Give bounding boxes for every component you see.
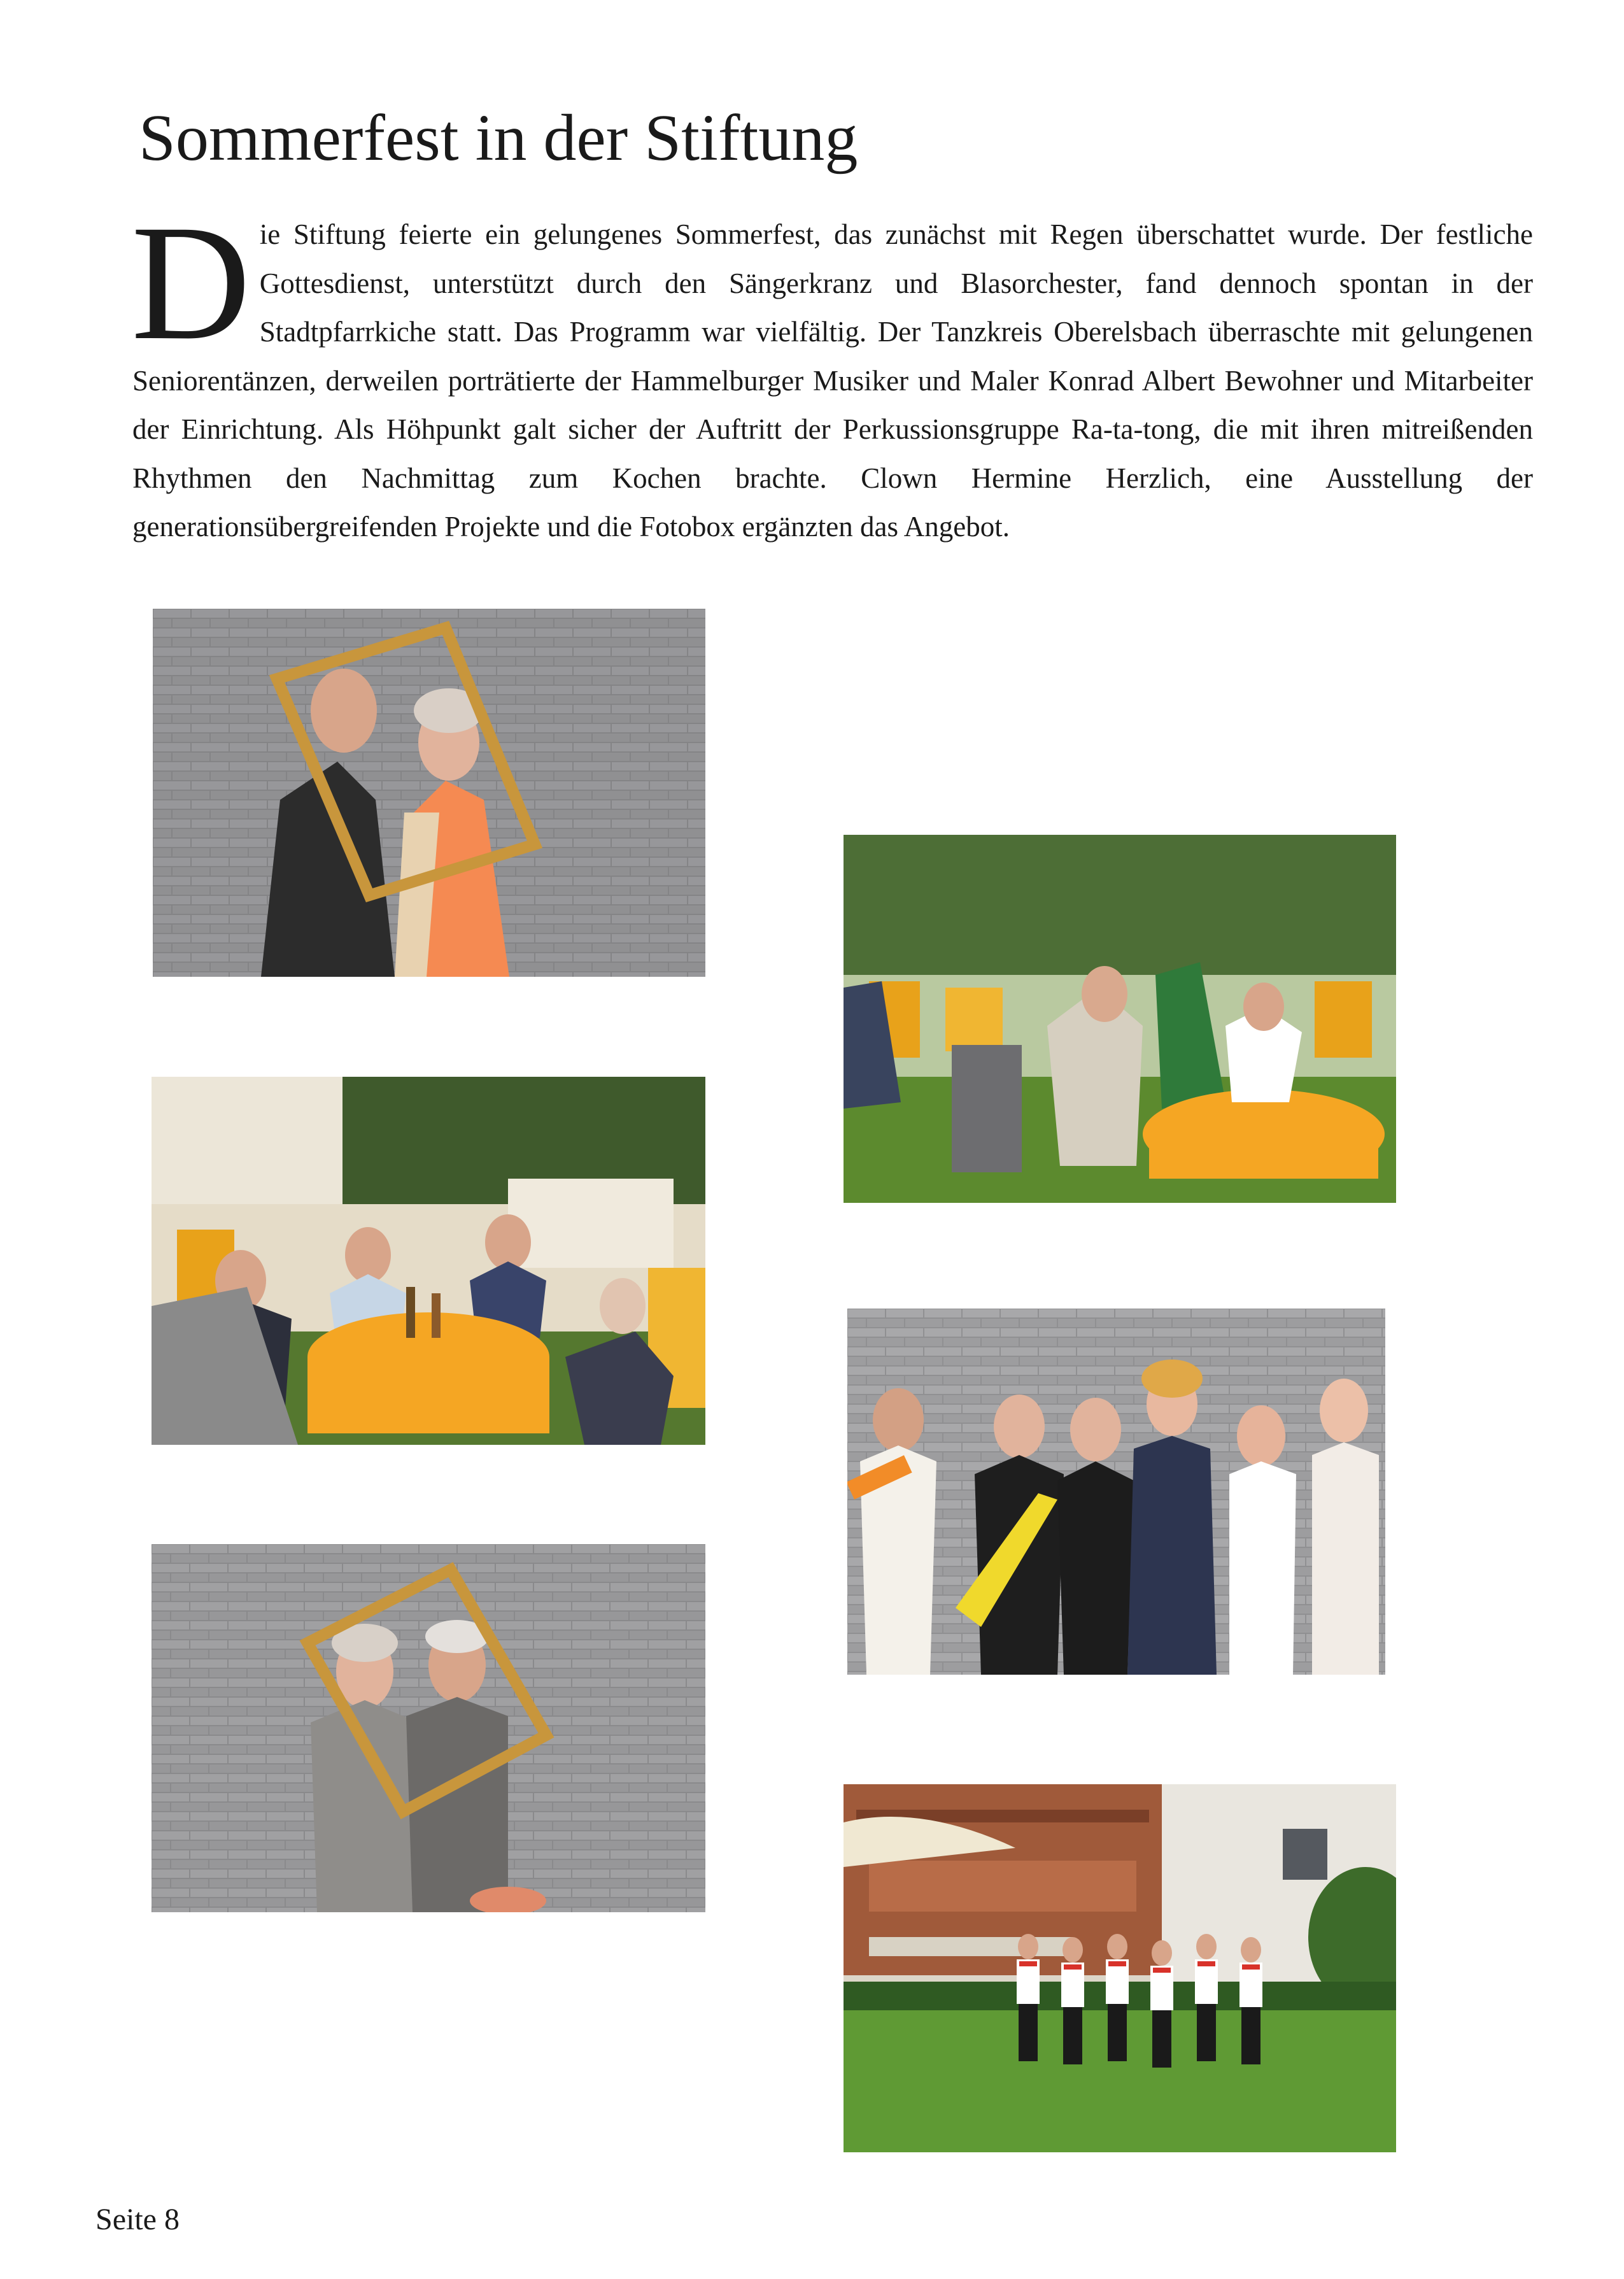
photo-booth-staff bbox=[847, 1309, 1385, 1675]
article-text: ie Stiftung feierte ein gelungenes Sommerfest, das zunächst mit Regen überschattet wurde. Der festliche Gottesdienst, unterstützt durch den Sängerkranz und Blasorchester, fand dennoch spontan in der Stadtpfarrkiche statt. Das Programm war vielfältig. Der Tanzkreis Oberelsbach überraschte mit gelungenen Seniorentänzen, derweilen porträtierte der Hammelburger Musiker und Maler Konrad Albert Bewohner und Mitarbeiter der Einrichtung. Als Höhpunkt galt sicher der Auftritt der Perkussionsgruppe Ra-ta-tong, die mit ihren mitreißenden Rhythmen den Nachmittag zum Kochen brachte. Clown Hermine Herzlich, eine Ausstellung der generationsübergreifenden Projekte und die Fotobox ergänzten das Angebot. bbox=[132, 218, 1533, 543]
photo-booth-elderly-couple bbox=[152, 1544, 705, 1912]
photo-courtyard-dancers bbox=[844, 1784, 1396, 2152]
photo-booth-couple bbox=[153, 609, 705, 977]
article-body bbox=[131, 191, 1533, 551]
page-number: Seite 8 bbox=[95, 2203, 180, 2236]
drop-cap: D bbox=[131, 191, 251, 374]
photo-garden-seated bbox=[844, 835, 1396, 1203]
article-title: Sommerfest in der Stiftung bbox=[139, 101, 858, 174]
photo-garden-table bbox=[152, 1077, 705, 1445]
